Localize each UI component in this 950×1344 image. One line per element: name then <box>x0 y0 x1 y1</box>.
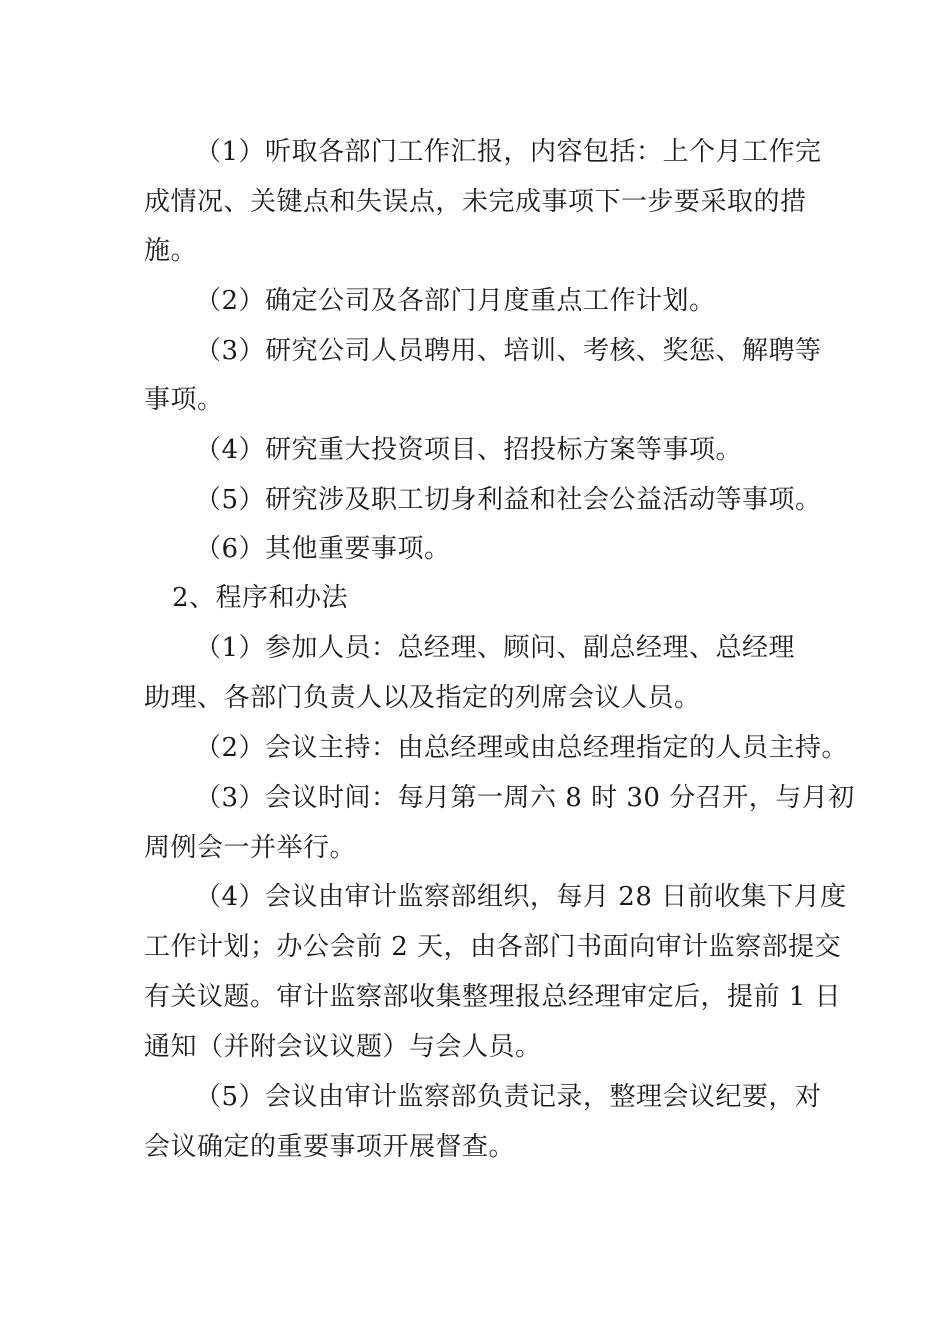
section-heading: 2、程序和办法 <box>172 583 349 613</box>
paragraph-line: （2）会议主持：由总经理或由总经理指定的人员主持。 <box>195 733 849 763</box>
paragraph-line: 助理、各部门负责人以及指定的列席会议人员。 <box>144 683 701 713</box>
paragraph-line: 有关议题。审计监察部收集整理报总经理审定后，提前 1 日 <box>144 982 842 1012</box>
paragraph-line: （6）其他重要事项。 <box>195 534 451 564</box>
paragraph-line: （3）会议时间：每月第一周六 8 时 30 分召开，与月初 <box>195 783 855 813</box>
paragraph-line: （5）会议由审计监察部负责记录，整理会议纪要，对 <box>195 1082 822 1112</box>
paragraph-line: 工作计划；办公会前 2 天，由各部门书面向审计监察部提交 <box>144 932 842 962</box>
paragraph-line: 施。 <box>144 236 198 266</box>
paragraph-line: 会议确定的重要事项开展督查。 <box>144 1132 516 1162</box>
paragraph-line: 事项。 <box>144 385 224 415</box>
paragraph-line: （4）会议由审计监察部组织，每月 28 日前收集下月度 <box>195 882 847 912</box>
paragraph-line: 通知（并附会议议题）与会人员。 <box>144 1032 542 1062</box>
paragraph-line: （4）研究重大投资项目、招投标方案等事项。 <box>195 435 743 465</box>
paragraph-line: 周例会一并举行。 <box>144 833 357 863</box>
paragraph-line: （2）确定公司及各部门月度重点工作计划。 <box>195 286 716 316</box>
paragraph-line: 成情况、关键点和失误点，未完成事项下一步要采取的措 <box>144 187 807 217</box>
paragraph-line: （1）听取各部门工作汇报，内容包括：上个月工作完 <box>195 137 822 167</box>
paragraph-line: （3）研究公司人员聘用、培训、考核、奖惩、解聘等 <box>195 336 822 366</box>
paragraph-line: （5）研究涉及职工切身利益和社会公益活动等事项。 <box>195 485 822 515</box>
paragraph-line: （1）参加人员：总经理、顾问、副总经理、总经理 <box>195 633 796 663</box>
